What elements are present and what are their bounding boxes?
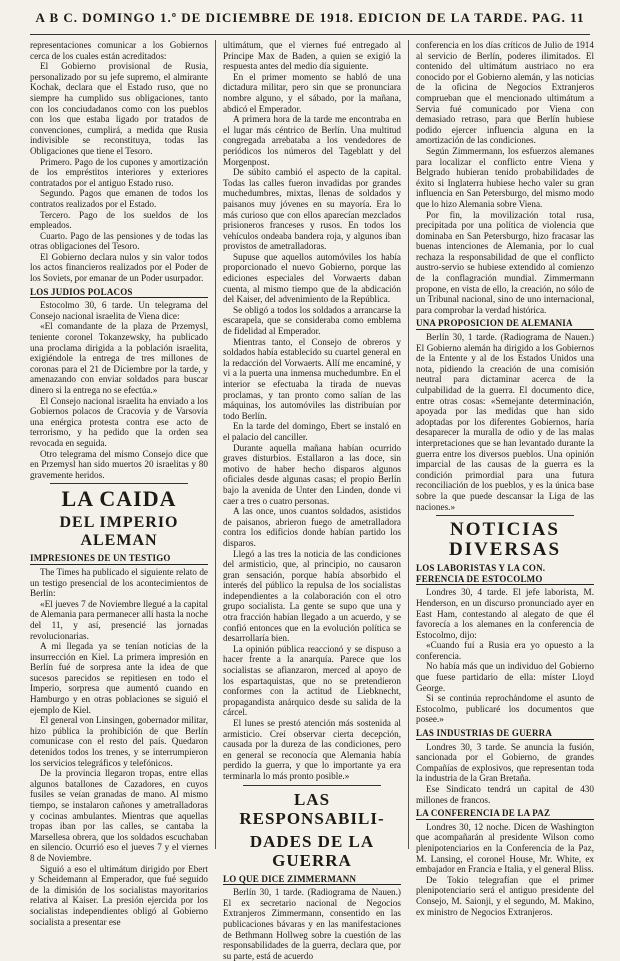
- paragraph: Llegó a las tres la noticia de las condiciones del armisticio, que, al principio, no causaron gran sensación, porque había absorbido el interés del público la repulsa de los socialistas independientes a la colaboración con el otro grupo socialista. La gente se supo que una y otra fracción habían llegado a un acuerdo, y se confió entonces que en la evolución política se desarrollaría bien.: [223, 548, 401, 644]
- paragraph: Si se continúa reprochándome el asunto de Estocolmo, publicaré los documentos que posee.»: [416, 693, 594, 725]
- column-1: [30, 40, 208, 927]
- paragraph: No había más que un individuo del Gobierno que fuese partidario de ella: míster Lloyd George.: [416, 661, 594, 693]
- paragraph: Siguió a eso el ultimátum dirigido por Ebert y Scheidemann al Emperador, que fué seguido de la dimisión de los socialistas mayoritarios relativa al Kaiser. La presión ejercida por los socialistas independientes obligó al Gobierno socialista a presentar ese: [30, 863, 208, 927]
- section-subheading: LO QUE DICE ZIMMERMANN: [223, 874, 401, 886]
- paragraph: Londres 30, 3 tarde. Se anuncia la fusión, sancionada por el Gobierno, de grandes Compañías de explosivos, que representan toda la industria de la Gran Bretaña.: [416, 741, 594, 784]
- paragraph: Berlín 30, 1 tarde. (Radiograma de Nauen.) El ex secretario nacional de Negocios Extranjeros Zimmermann, consentido en las publicaciones bávaras y en las manifestaciones de Bethmann Hollweg sobre la cuestión de las responsabilidades de la guerra, declara que, por su parte, está de acuerdo: [223, 887, 401, 961]
- paragraph: El Gobierno provisional de Rusia, personalizado por su jefe supremo, el almirante Kochak, declara que el Estado ruso, que no siempre ha cumplido sus obligaciones, tanto con los conciudadanos como con los pueblos con los que estaba ligado por tratados de convenciones, cumplirá, a medida que Rusia indivisible se reconstituya, todas las Obligaciones que tiene el Tesoro.: [30, 61, 208, 156]
- paragraph: De súbito cambió el aspecto de la capital. Todas las calles fueron invadidas por grandes muchedumbres, mixtas, llenas de soldados y paisanos muy jóvenes en su mayoría. Era lo más curioso que con ellos aparecían mezclados prisioneros franceses y rusos. En todos los vehículos ondeaba bandera roja, y algunos iban provistos de ametralladoras.: [223, 167, 401, 252]
- paragraph: A mi llegada ya se tenían noticias de la insurrección en Kiel. La primera impresión en Berlín fué de sorpresa ante la idea de que sucesos parecidos se repitiesen en todo el Imperio, sorpresa que aumentó cuando en Hamburgo y en otras poblaciones se siguió el ejemplo de Kiel.: [30, 641, 208, 715]
- divider: [50, 483, 188, 484]
- section-subheading: LOS LABORISTAS Y LA CON.: [416, 563, 546, 574]
- paragraph: En la tarde del domingo, Ebert se instaló en el palacio del canciller.: [223, 421, 401, 442]
- header-rule: [30, 34, 590, 35]
- paragraph: Por fin, la movilización total rusa, precipitada por una política de violencia que dominaba en San Petersburgo, hizo fracasar las buenas intenciones de Alemania, por lo cual rechaza la responsabilidad de que el conflicto austro-servio se hubiese extendido al comienzo de la conflagración mundial. Zimmermann propone, en vista de ello, la creación, no sólo de un Tribunal nacional, sino de uno internacional, para comprobar la verdad histórica.: [416, 209, 594, 315]
- paragraph: Segundo. Pagos que emanen de todos los contratos realizados por el Estado.: [30, 188, 208, 209]
- column-2: [223, 40, 401, 961]
- paragraph: Según Zimmermann, los esfuerzos alemanes para localizar el conflicto entre Viena y Belgrado hubieran tenido probabilidades de éxito si Inglaterra hubiese hecho valer su gran influencia en San Petersburgo, del mismo modo que lo hizo Alemania sobre Viena.: [416, 145, 594, 209]
- paragraph: Estocolmo 30, 6 tarde. Un telegrama del Consejo nacional israelita de Viena dice:: [30, 300, 208, 321]
- section-subheading: IMPRESIONES DE UN TESTIGO: [30, 553, 208, 565]
- paragraph: Otro telegrama del mismo Consejo dice que en Przemysl han sido muertos 20 israelitas y 80 gravemente heridos.: [30, 448, 208, 480]
- paragraph: Tercero. Pago de los sueldos de los empleados.: [30, 209, 208, 231]
- column-3: [416, 40, 594, 917]
- paragraph: The Times ha publicado el siguiente relato de un testigo presencial de los acontecimientos de Berlín:: [30, 566, 208, 599]
- paragraph: conferencia en los días críticos de Julio de 1914 al servicio de Berlín, poderes ilimitados. El contenido del ultimátum austriaco no era conocido por el Gobierno alemán, y las noticias de la oficina de Negocios Extranjeros comprueban que el mencionado ultimátum a Servia fué comunicado por Viena con demasiado retraso, para que Berlín hubiese podido ejercer influencia alguna en la amortización de las condiciones.: [416, 40, 594, 146]
- paragraph: «Cuando fuí a Rusia era yo opuesto a la conferencia.: [416, 640, 594, 661]
- paragraph: El Consejo nacional israelita ha enviado a los Gobiernos polacos de Cracovia y de Varsovia una enérgica protesta contra ese acto de terrorismo, y ha pedido que la orden sea revocada en seguida.: [30, 395, 208, 448]
- paragraph: Londres 30, 4 tarde. El jefe laborista, M. Henderson, en un discurso pronunciado ayer en East Ham, contestando al alegato de que él favorecía a los alemanes en la conferencia de Estocolmo, dijo:: [416, 587, 594, 640]
- paragraph: El Gobierno declara nulos y sin valor todos los actos financieros realizados por el Poder de los Soviets, por emanar de un Poder usurpador.: [30, 251, 208, 284]
- paragraph: A las once, unos cuantos soldados, asistidos de paisanos, abrieron fuego de ametralladora contra los edificios donde habían partido los disparos.: [223, 506, 401, 548]
- headline: DADES DE LA GUERRA: [249, 831, 375, 870]
- paragraph: representaciones comunicar a los Gobiernos cerca de los cuales están acreditados:: [30, 40, 208, 61]
- headline: DEL IMPERIO ALEMAN: [59, 514, 179, 550]
- section-subheading: FERENCIA DE ESTOCOLMO: [416, 574, 594, 586]
- paragraph: A primera hora de la tarde me encontraba en el lugar más céntrico de Berlín. Una multitud congregada arrebataba a los vendedores de periódicos los números del Tageblatt y del Morgenpost.: [223, 114, 401, 167]
- paragraph: Ese Sindicato tendrá un capital de 430 millones de francos.: [416, 784, 594, 805]
- section-subheading: LA CONFERENCIA DE LA PAZ: [416, 808, 594, 820]
- paragraph: El lunes se prestó atención más sostenida al armisticio. Creí observar cierta decepción, causada por la dureza de las condiciones, pero en general se reconocía que Alemania había perdido la guerra, y que lo importante ya era terminarla lo más pronto posible.»: [223, 718, 401, 781]
- paragraph: «El jueves 7 de Noviembre llegué a la capital de Alemania para permanecer allí hasta la noche del 11, y así, presencié las jornadas revolucionarias.: [30, 598, 208, 641]
- paragraph: Primero. Pago de los cupones y amortización de los empréstitos interiores y exteriores contratados por el antiguo Estado ruso.: [30, 156, 208, 188]
- paragraph: De la provincia llegaron tropas, entre ellas algunos batallones de Cazadores, en cuyos fusiles se veían granadas de mano. Al mismo tiempo, se instalaron cañones y ametralladoras y cocinas ambulantes. Mientras que aquellas tropas iban por las calles, se cantaba la Marsellesa obrera, que los soldados escuchaban en silencio. Ocurrió eso el jueves 7 y el viernes 8 de Noviembre.: [30, 768, 208, 863]
- column-divider: [408, 40, 409, 849]
- divider: [243, 785, 381, 786]
- paragraph: Berlín 30, 1 tarde. (Radiograma de Nauen.) El Gobierno alemán ha dirigido a los Gobiernos de la Entente y al de los Estados Unidos una nota, pidiendo la creación de una comisión neutral para dictaminar acerca de la culpabilidad de la guerra. El documento dice, entre otras cosas: «Semejante determinación, apoyada por las medidas que han sido adoptadas por los diferentes Gobiernos, haría desaparecer la muralla de odio y de las malas interpretaciones que se han levantado durante la guerra entre los diversos pueblos. Una opinión imparcial de las causas de la guerra es la condición primordial para una futura reconciliación de los pueblos, y es la única base sobre la que puede descansar la Liga de las naciones.»: [416, 332, 594, 512]
- paragraph: La opinión pública reaccionó y se dispuso a hacer frente a la anarquía. Parece que los socialistas se afianzaron, merced al apoyo de los espartaquistas, que no se pretendieron conformes con la actitud de Liebknecht, propagandista anárquico desde su salida de la cárcel.: [223, 643, 401, 718]
- section-subheading: UNA PROPOSICION DE ALEMANIA: [416, 318, 594, 330]
- column-divider: [215, 40, 216, 849]
- page-header: A B C. DOMINGO 1.º DE DICIEMBRE DE 1918. EDICION DE LA TARDE. PAG. 11: [35, 10, 585, 25]
- paragraph: Cuarto. Pago de las pensiones y de todas las otras obligaciones del Tesoro.: [30, 230, 208, 252]
- paragraph: Durante aquella mañana habían ocurrido graves disturbios. Estallaron a las doce, sin motivo de haber hecho disparos algunos oficiales desde algunas casas; el propio Berlín bajo la avenida de Unter den Linden, donde vi caer a tres o cuatro personas.: [223, 442, 401, 506]
- paragraph: El general von Linsingen, gobernador militar, hizo pública la prohibición de que Berlín comunicase con el resto del país. Quedaron detenidos todos los trenes, y se interrumpieron los servicios telegráficos y telefónicos.: [30, 715, 208, 768]
- paragraph: «El comandante de la plaza de Przemysl, teniente coronel Tokanzewsky, ha publicado una proclama dirigida a la población israelita, exigiéndole la entrega de tres millones de coronas para el 21 de Diciembre por la tarde, y amenazando con enviar soldados para buscar dinero si la entrega no se efectúa.»: [30, 321, 208, 395]
- headline: LA CAIDA: [61, 486, 177, 512]
- paragraph: De Tokio telegrafían que el primer plenipotenciario será el antiguo presidente del Consejo, M. Saionji, y el segundo, M. Makino, ex ministro de Negocios Extranjeros.: [416, 874, 594, 917]
- paragraph: Mientras tanto, el Consejo de obreros y soldados había establecido su cuartel general en la redacción del Vorwaerts. Allí me encaminé, y vi a la puerta una inmensa muchedumbre. En el interior se efectuaba la tirada de nuevas proclamas, y tan pronto como salían de las máquinas, los automóviles las distribuían por todo Berlín.: [223, 336, 401, 421]
- paragraph: Se obligó a todos los soldados a arrancarse la escarapela, que se consideraba como emblema de fidelidad al Emperador.: [223, 304, 401, 337]
- section-subheading: LOS JUDIOS POLACOS: [30, 287, 208, 299]
- paragraph: Londres 30, 12 noche. Dicen de Washington que acompañarán al presidente Wilson como plenipotenciarios en la Conferencia de la Paz, M. Lansing, el coronel House, Mr. White, ex embajador en Francia e Italia, y el general Bliss.: [416, 821, 594, 875]
- headline: NOTICIAS DIVERSAS: [448, 519, 562, 561]
- headline: LAS RESPONSABILI-: [239, 789, 385, 828]
- paragraph: Supuse que aquellos automóviles los había proporcionado el nuevo Gobierno, porque las ediciones especiales del Vorwaerts daban cuenta, al mismo tiempo que de la abdicación del Kaiser, del advenimiento de la República.: [223, 251, 401, 305]
- section-subheading: LAS INDUSTRIAS DE GUERRA: [416, 728, 594, 740]
- divider: [436, 515, 574, 516]
- paragraph: ultimátum, que el viernes fué entregado al Príncipe Max de Baden, a quien se exigió la respuesta antes del medio día siguiente.: [223, 40, 401, 72]
- paragraph: En el primer momento se habló de una dictadura militar, pero sin que se pronunciara nombre alguno, y el sábado, por la mañana, abdicó el Emperador.: [223, 71, 401, 114]
